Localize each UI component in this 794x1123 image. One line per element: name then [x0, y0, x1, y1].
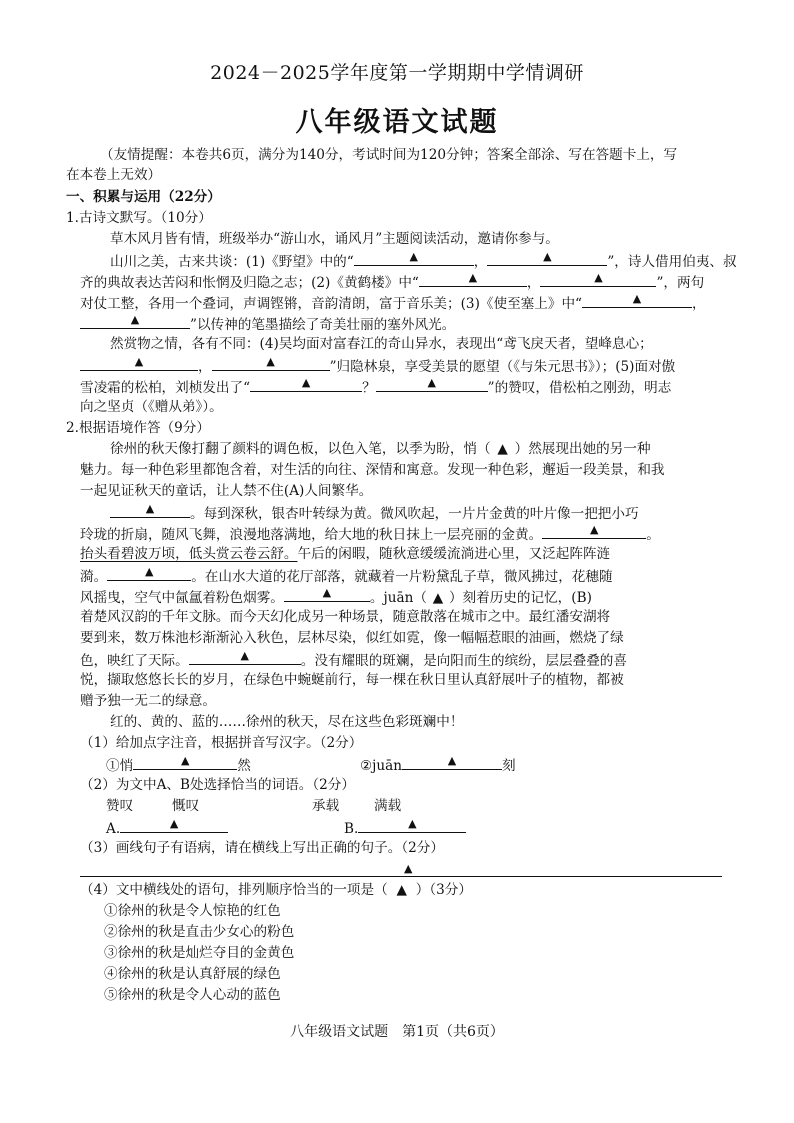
- answer-mark[interactable]: ▲: [497, 441, 508, 457]
- answer-mark: ▲: [134, 355, 144, 368]
- answer-line[interactable]: [80, 875, 722, 877]
- q2-passage-line: 着楚风汉韵的千年文脉。而今天幻化成另一种场景，随意散落在城市之中。最红潘安湖将: [80, 609, 611, 625]
- sub-question-3: （3）画线句子有语病，请在横线上写出正确的句子。（2分）: [80, 840, 444, 856]
- q2-passage-line: 悦，撷取悠悠长长的岁月，在绿色中蜿蜒前行，每一棵在秋日里认真舒展叶子的植物，都被: [80, 672, 624, 688]
- q2-passage-line: 红的、黄的、蓝的……徐州的秋天，尽在这些色彩斑斓中！: [110, 714, 464, 730]
- answer-blank[interactable]: [133, 755, 237, 770]
- q2-passage-line: 要到来，数万株池杉渐渐沁入秋色，层林尽染，似红如霓，像一幅幅惹眼的油画，燃烧了绿: [80, 630, 624, 646]
- sub-question-4: （4）文中横线处的语句，排列顺序恰当的一项是（ ▲ ）（3分）: [80, 882, 472, 898]
- answer-blank[interactable]: [212, 356, 330, 371]
- q2-passage-line: 一起见证秋天的童话，让人禁不住(A)人间繁华。: [80, 483, 373, 499]
- answer-blank[interactable]: [487, 251, 607, 266]
- answer-mark: ▲: [408, 817, 417, 830]
- q2-passage-line: 色，映红了天际。 ▲ 。没有耀眼的斑斓，是向阳而生的缤纷，层层叠叠的喜: [80, 649, 627, 669]
- answer-mark: ▲: [589, 523, 599, 536]
- sub-question-1-answers: ②juān ▲ 刻: [360, 754, 516, 774]
- answer-b: B. ▲: [344, 818, 466, 838]
- word-choice: 慨叹: [172, 798, 200, 814]
- word-choice: 赞叹: [106, 798, 134, 814]
- answer-mark: ▲: [409, 250, 418, 263]
- answer-blank[interactable]: [540, 272, 656, 287]
- exam-session-heading: 2024－2025学年度第一学期期中学情调研: [210, 62, 584, 84]
- q1-line: 山川之美，古来共谈：(1)《野望》中的“ ▲ ， ▲ ”，诗人借用伯夷、叔: [110, 250, 737, 270]
- answer-mark: ▲: [180, 754, 190, 767]
- answer-blank[interactable]: [107, 566, 191, 581]
- q2-title: 2.根据语境作答（9分）: [66, 420, 210, 436]
- answer-mark: ▲: [130, 313, 140, 326]
- answer-blank[interactable]: [419, 272, 527, 287]
- option-item: ⑤徐州的秋是令人心动的蓝色: [104, 987, 281, 1003]
- option-item: ①徐州的秋是令人惊艳的红色: [104, 903, 281, 919]
- q1-line: 雪凌霜的松柏，刘桢发出了“ ▲ ？ ▲ ”的赞叹，借松柏之刚劲，明志: [80, 376, 672, 396]
- answer-blank[interactable]: [110, 503, 190, 518]
- q2-passage-line: 徐州的秋天像打翻了颜料的调色板，以色入笔，以季为盼，悄（ ▲ ）然展现出她的另一种: [110, 441, 651, 457]
- q1-line: 向之坚贞（《赠从弟》）。: [80, 399, 223, 415]
- answer-mark: ▲: [145, 502, 155, 515]
- answer-mark: ▲: [632, 292, 642, 305]
- answer-mark: ▲: [322, 586, 332, 599]
- answer-mark[interactable]: ▲: [396, 882, 407, 898]
- section-1-title: 一、积累与运用（22分）: [66, 189, 221, 205]
- answer-mark: ▲: [447, 754, 457, 767]
- q1-line: ▲ ， ▲ ”归隐林泉，享受美景的愿望（《与朱元思书》）；(5)面对傲: [80, 356, 675, 376]
- sub-question-1-answers: ①悄 ▲ 然: [106, 754, 251, 774]
- answer-mark[interactable]: ▲: [432, 590, 444, 606]
- answer-a: A. ▲: [106, 818, 228, 838]
- q1-title: 1.古诗文默写。（10分）: [66, 210, 212, 226]
- q1-intro: 草木风月皆有情，班级举办“游山水，诵风月”主题阅读活动，邀请你参与。: [110, 231, 559, 247]
- option-item: ②徐州的秋是直击少女心的粉色: [104, 924, 295, 940]
- q2-passage-line: 漪。 ▲ 。在山水大道的花厅部落，就藏着一片粉黛乱子草，微风拂过，花穗随: [80, 565, 613, 585]
- q1-line: ▲ ”以传神的笔墨描绘了奇美壮丽的塞外风光。: [80, 314, 455, 334]
- answer-mark: ▲: [468, 271, 478, 284]
- answer-blank[interactable]: [80, 356, 198, 371]
- answer-mark: ▲: [301, 376, 311, 389]
- answer-mark: ▲: [427, 376, 436, 389]
- q2-passage-line: 风摇曳，空气中氤氲着粉色烟雾。 ▲ 。juān（ ▲ ）刻着历史的记忆，(B): [80, 586, 592, 606]
- answer-blank[interactable]: [80, 314, 190, 329]
- answer-mark: ▲: [594, 271, 603, 284]
- page-footer: 八年级语文试题 第1页（共6页）: [290, 1024, 504, 1040]
- sub-question-1: （1）给加点字注音，根据拼音写汉字。（2分）: [80, 735, 363, 751]
- answer-mark: ▲: [169, 817, 179, 830]
- q2-passage-line: 魅力。每一种色彩里都饱含着，对生活的向往、深情和寓意。发现一种色彩，邂逅一段美景，和我: [80, 462, 665, 478]
- answer-blank[interactable]: [284, 587, 370, 602]
- answer-blank[interactable]: [542, 524, 646, 539]
- q2-passage-line: 赠予独一无二的绿意。: [80, 693, 216, 709]
- q2-passage-line: 抬头看碧波万顷，低头赏云卷云舒。午后的闲暇，随秋意缓缓流淌进心里，又泛起阵阵涟: [80, 546, 611, 562]
- faulty-sentence: 抬头看碧波万顷，低头赏云卷云舒。: [80, 546, 298, 562]
- answer-blank[interactable]: [189, 650, 301, 665]
- q2-passage-line: ▲ 。每到深秋，银杏叶转绿为黄。微风吹起，一片片金黄的叶片像一把把小巧: [110, 503, 639, 523]
- answer-blank[interactable]: [120, 818, 228, 833]
- answer-mark: ▲: [144, 565, 154, 578]
- word-choice: 满载: [374, 798, 402, 814]
- q1-line: 然赏物之情，各有不同：(4)吴均面对富春江的奇山异水，表现出“鸢飞戾天者，望峰息心；: [110, 336, 653, 352]
- sub-question-2: （2）为文中A、B处选择恰当的词语。（2分）: [80, 777, 355, 793]
- option-item: ④徐州的秋是认真舒展的绿色: [104, 966, 281, 982]
- q2-passage-line: 玲珑的折扇，随风飞舞，浪漫地落满地，给大地的秋日抹上一层亮丽的金黄。 ▲ 。: [80, 523, 660, 543]
- answer-mark: ▲: [404, 862, 413, 875]
- answer-mark: ▲: [240, 649, 249, 662]
- word-choice: 承载: [312, 798, 340, 814]
- option-item: ③徐州的秋是灿烂夺目的金黄色: [104, 945, 295, 961]
- q1-line: 齐的典故表达苦闷和怅惘及归隐之志；(2)《黄鹤楼》中“ ▲ ， ▲ ”，两句: [80, 271, 705, 291]
- answer-mark: ▲: [543, 250, 552, 263]
- answer-mark: ▲: [266, 355, 275, 368]
- answer-blank[interactable]: [358, 818, 466, 833]
- exam-title: 八年级语文试题: [295, 107, 499, 138]
- answer-blank[interactable]: [376, 377, 488, 392]
- answer-blank[interactable]: [354, 251, 474, 266]
- q1-line: 对仗工整，各用一个叠词，声调铿锵，音韵清朗，富于音乐美；(3)《使至塞上》中“ ▲ ，: [80, 292, 706, 312]
- answer-blank[interactable]: [250, 377, 362, 392]
- notice-line-1: （友情提醒：本卷共6页，满分为140分，考试时间为120分钟；答案全部涂、写在答题卡上，写: [100, 147, 678, 163]
- answer-blank[interactable]: [402, 755, 502, 770]
- notice-line-2: 在本卷上无效）: [66, 167, 162, 183]
- answer-blank[interactable]: [582, 293, 692, 308]
